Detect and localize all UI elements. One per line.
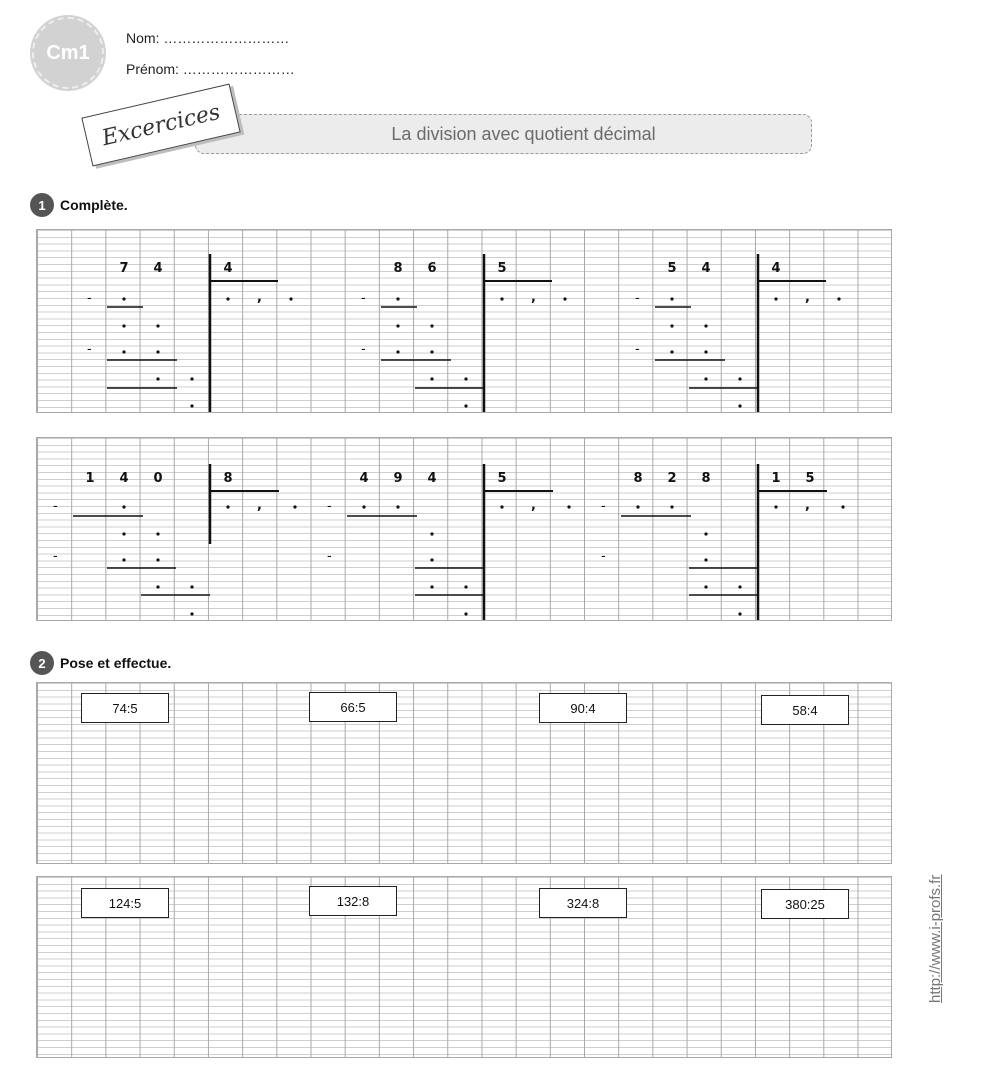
division-1 xyxy=(87,254,293,413)
dividend-digit: 5 xyxy=(667,261,677,276)
minus-sign: - xyxy=(635,340,640,356)
name-field[interactable]: Nom: ……………………… xyxy=(126,30,290,46)
exercises-tag-text: Excercices xyxy=(99,99,223,151)
minus-sign: - xyxy=(361,289,366,305)
exercise2-number: 2 xyxy=(30,651,54,675)
divisor-digit: 1 xyxy=(771,471,781,486)
exercise1-grid-1 xyxy=(36,229,892,413)
divisor-digit: 4 xyxy=(771,261,781,276)
digit-placeholders xyxy=(396,297,566,407)
divisions-row-1 xyxy=(37,230,892,413)
dividend-digit: 9 xyxy=(393,471,403,486)
dividend-digit: 0 xyxy=(153,471,163,486)
minus-sign: - xyxy=(601,547,606,563)
minus-sign: - xyxy=(53,497,58,513)
division-3 xyxy=(635,254,841,413)
quotient-comma: , xyxy=(805,290,810,305)
exercise2-instruction: Pose et effectue. xyxy=(60,655,172,671)
division-5 xyxy=(327,464,571,621)
firstname-field[interactable]: Prénom: …………………… xyxy=(126,61,295,77)
division-task-box: 58:4 xyxy=(761,695,849,725)
quotient-comma: , xyxy=(805,498,810,513)
dividend-digit: 8 xyxy=(701,471,711,486)
level-badge-text: Cm1 xyxy=(46,41,90,64)
division-task-box: 124:5 xyxy=(81,888,169,918)
division-task-box: 90:4 xyxy=(539,693,627,723)
minus-sign: - xyxy=(87,289,92,305)
exercises-tag xyxy=(81,84,240,167)
dividend-digit: 8 xyxy=(393,261,403,276)
division-task-box: 132:8 xyxy=(309,886,397,916)
dividend-digit: 2 xyxy=(667,471,677,486)
divisor-digit: 8 xyxy=(223,471,233,486)
minus-sign: - xyxy=(327,497,332,513)
divisor-digit: 5 xyxy=(497,471,507,486)
dividend-digit: 4 xyxy=(153,261,163,276)
divisions-row-2 xyxy=(37,438,892,621)
dividend-digit: 4 xyxy=(701,261,711,276)
quotient-comma: , xyxy=(531,290,536,305)
dividend-digit: 4 xyxy=(427,471,437,486)
exercise2-heading xyxy=(30,651,171,675)
minus-sign: - xyxy=(601,497,606,513)
division-task-box: 324:8 xyxy=(539,888,627,918)
divisor-digit: 5 xyxy=(497,261,507,276)
division-6 xyxy=(601,464,845,621)
exercise1-instruction: Complète. xyxy=(60,197,128,213)
dividend-digit: 8 xyxy=(633,471,643,486)
exercise1-heading xyxy=(30,193,128,217)
digit-placeholders xyxy=(362,505,570,615)
division-2 xyxy=(361,254,567,413)
quotient-comma: , xyxy=(257,498,262,513)
dividend-digit: 6 xyxy=(427,261,437,276)
quotient-comma: , xyxy=(531,498,536,513)
dividend-digit: 7 xyxy=(119,261,129,276)
division-4 xyxy=(53,464,297,616)
minus-sign: - xyxy=(361,340,366,356)
dividend-digit: 1 xyxy=(85,471,95,486)
exercise1-grid-2 xyxy=(36,437,892,621)
quotient-comma: , xyxy=(257,290,262,305)
level-badge xyxy=(32,17,104,89)
minus-sign: - xyxy=(327,547,332,563)
minus-sign: - xyxy=(635,289,640,305)
minus-sign: - xyxy=(53,547,58,563)
exercise2-grid-2[interactable] xyxy=(36,876,892,1058)
worksheet-title: La division avec quotient décimal xyxy=(391,123,656,144)
exercise2-grid-1[interactable] xyxy=(36,682,892,864)
source-url-link[interactable]: http://www.i-profs.fr xyxy=(927,874,944,1003)
divisor-digit: 5 xyxy=(805,471,815,486)
division-task-box: 66:5 xyxy=(309,692,397,722)
dividend-digit: 4 xyxy=(359,471,369,486)
division-task-box: 380:25 xyxy=(761,889,849,919)
title-bar xyxy=(195,114,812,154)
digit-placeholders xyxy=(122,297,292,407)
digit-placeholders xyxy=(636,505,844,615)
digit-placeholders xyxy=(670,297,840,407)
exercise1-number: 1 xyxy=(30,193,54,217)
minus-sign: - xyxy=(87,340,92,356)
dividend-digit: 4 xyxy=(119,471,129,486)
divisor-digit: 4 xyxy=(223,261,233,276)
division-task-box: 74:5 xyxy=(81,693,169,723)
